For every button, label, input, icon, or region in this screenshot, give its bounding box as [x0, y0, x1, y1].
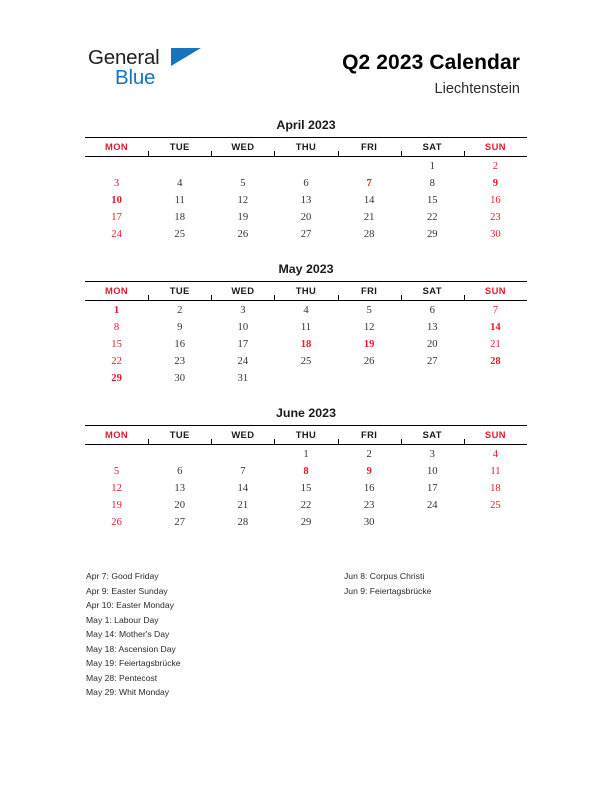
logo-text-blue: Blue: [115, 66, 156, 89]
months-container: [0, 118, 612, 550]
day-cell[interactable]: 30: [363, 517, 375, 528]
day-cell-empty: [148, 445, 211, 464]
day-cell[interactable]: 25: [300, 356, 312, 367]
week-row: [85, 480, 527, 497]
week-row: [85, 370, 527, 387]
day-cell[interactable]: 6: [429, 305, 435, 316]
holiday-legend-item: Apr 9: Easter Sunday: [86, 585, 168, 596]
day-cell[interactable]: 7: [366, 178, 372, 189]
day-cell[interactable]: 13: [174, 483, 185, 494]
day-cell[interactable]: 27: [426, 356, 438, 367]
weekday-header-wed: WED: [211, 138, 274, 157]
week-row: [85, 497, 527, 514]
day-cell[interactable]: 14: [237, 483, 249, 494]
general-blue-logo: [88, 46, 208, 94]
weekday-header-mon: MON: [85, 138, 148, 157]
holiday-legend: [0, 565, 612, 705]
day-cell[interactable]: 17: [237, 339, 249, 350]
day-cell-empty: [338, 157, 401, 176]
day-cell[interactable]: 10: [426, 466, 438, 477]
weekday-header-mon: MON: [85, 282, 148, 301]
holiday-legend-item: May 19: Feiertagsbrücke: [86, 658, 181, 668]
day-cell[interactable]: 5: [240, 178, 246, 189]
day-cell[interactable]: 23: [490, 212, 501, 223]
day-cell[interactable]: 8: [303, 466, 309, 477]
day-cell[interactable]: 28: [237, 517, 249, 528]
logo-triangle-icon: [171, 48, 201, 66]
day-cell[interactable]: 12: [363, 322, 375, 333]
weekday-header-tue: TUE: [148, 282, 211, 301]
weekday-header-wed: WED: [211, 426, 274, 445]
month-title: June 2023: [276, 406, 336, 420]
day-cell[interactable]: 24: [426, 500, 438, 511]
day-cell[interactable]: 26: [363, 356, 375, 367]
day-cell[interactable]: 16: [490, 195, 501, 206]
day-cell[interactable]: 18: [174, 212, 185, 223]
day-cell[interactable]: 19: [237, 212, 249, 223]
day-cell[interactable]: 6: [177, 466, 183, 477]
holiday-legend-item: Apr 7: Good Friday: [86, 571, 159, 581]
day-cell[interactable]: 2: [366, 449, 372, 460]
day-cell[interactable]: 17: [426, 483, 438, 494]
day-cell[interactable]: 10: [111, 195, 122, 206]
holiday-legend-item: May 28: Pentecost: [86, 672, 158, 683]
day-cell[interactable]: 27: [300, 229, 312, 240]
day-cell[interactable]: 22: [111, 356, 122, 367]
month-block: [85, 118, 527, 243]
holiday-legend-item: May 14: Mother's Day: [86, 629, 170, 639]
day-cell[interactable]: 16: [174, 339, 185, 350]
month-title: May 2023: [278, 262, 334, 276]
month-block: [85, 406, 527, 531]
day-cell[interactable]: 25: [174, 229, 185, 240]
day-cell[interactable]: 27: [174, 517, 185, 528]
day-cell-empty: [211, 445, 274, 464]
month-block: [85, 262, 527, 387]
day-cell[interactable]: 30: [490, 229, 501, 240]
day-cell[interactable]: 20: [300, 212, 312, 223]
day-cell[interactable]: 26: [237, 229, 249, 240]
day-cell[interactable]: 4: [177, 178, 183, 189]
week-row: [85, 514, 527, 531]
day-cell[interactable]: 14: [363, 195, 375, 206]
holiday-legend-right-column: [344, 569, 431, 598]
day-cell[interactable]: 21: [237, 500, 249, 511]
day-cell-empty: [85, 157, 148, 176]
weekday-header-fri: FRI: [338, 282, 401, 301]
week-row: [85, 192, 527, 209]
weekday-header-tue: TUE: [148, 138, 211, 157]
week-row: [85, 319, 527, 336]
day-cell[interactable]: 7: [240, 466, 246, 477]
day-cell[interactable]: 9: [492, 178, 499, 189]
day-cell[interactable]: 1: [429, 161, 435, 172]
day-cell[interactable]: 8: [429, 178, 435, 189]
day-cell[interactable]: 13: [300, 195, 312, 206]
day-cell[interactable]: 22: [426, 212, 438, 223]
day-cell-empty: [148, 157, 211, 176]
day-cell[interactable]: 30: [174, 373, 185, 384]
day-cell[interactable]: 11: [490, 466, 501, 477]
week-row: [85, 175, 527, 192]
month-title: April 2023: [276, 118, 336, 132]
title-block: [342, 50, 520, 100]
day-cell[interactable]: 26: [111, 517, 122, 528]
holiday-legend-item: May 29: Whit Monday: [86, 687, 170, 697]
day-cell[interactable]: 3: [240, 305, 246, 316]
week-row: [85, 226, 527, 243]
week-row: [85, 157, 527, 176]
day-cell[interactable]: 9: [177, 322, 183, 333]
month-calendar-table: [85, 281, 527, 387]
month-calendar-table: [85, 137, 527, 243]
holiday-legend-item: May 1: Labour Day: [86, 614, 159, 625]
weekday-header-thu: THU: [274, 138, 337, 157]
day-cell[interactable]: 19: [111, 500, 122, 511]
day-cell[interactable]: 23: [363, 500, 375, 511]
day-cell[interactable]: 15: [300, 483, 312, 494]
weekday-header-row: [85, 138, 527, 157]
day-cell[interactable]: 6: [303, 178, 309, 189]
day-cell[interactable]: 3: [113, 178, 120, 189]
day-cell-empty: [464, 514, 527, 531]
day-cell[interactable]: 1: [303, 449, 309, 460]
weekday-header-sat: SAT: [401, 282, 464, 301]
weekday-header-sun: SUN: [464, 138, 527, 157]
day-cell[interactable]: 18: [300, 339, 312, 350]
day-cell-empty: [274, 157, 337, 176]
weekday-header-sun: SUN: [464, 282, 527, 301]
day-cell[interactable]: 15: [426, 195, 438, 206]
day-cell[interactable]: 4: [303, 305, 309, 316]
weekday-header-thu: THU: [274, 282, 337, 301]
week-row: [85, 463, 527, 480]
day-cell-empty: [338, 370, 401, 387]
week-row: [85, 445, 527, 464]
day-cell[interactable]: 5: [113, 466, 120, 477]
day-cell[interactable]: 24: [237, 356, 249, 367]
week-row: [85, 301, 527, 320]
day-cell[interactable]: 11: [174, 195, 185, 206]
weekday-header-sun: SUN: [464, 426, 527, 445]
day-cell[interactable]: 7: [492, 305, 499, 316]
day-cell-empty: [85, 445, 148, 464]
weekday-header-fri: FRI: [338, 426, 401, 445]
day-cell[interactable]: 15: [111, 339, 122, 350]
holiday-legend-item: May 18: Ascension Day: [86, 643, 176, 654]
day-cell[interactable]: 21: [363, 212, 375, 223]
weekday-header-mon: MON: [85, 426, 148, 445]
day-cell[interactable]: 16: [363, 483, 375, 494]
holiday-legend-left-column: [86, 569, 181, 700]
week-row: [85, 336, 527, 353]
day-cell-empty: [464, 370, 527, 387]
month-calendar-table: [85, 425, 527, 531]
holiday-legend-item: Jun 9: Feiertagsbrücke: [344, 585, 432, 596]
day-cell[interactable]: 29: [426, 229, 438, 240]
day-cell[interactable]: 2: [177, 305, 183, 316]
day-cell[interactable]: 12: [111, 483, 122, 494]
page-title: Q2 2023 Calendar: [342, 51, 520, 74]
week-row: [85, 353, 527, 370]
day-cell[interactable]: 22: [300, 500, 312, 511]
day-cell[interactable]: 28: [490, 356, 501, 367]
day-cell[interactable]: 1: [113, 305, 120, 316]
day-cell[interactable]: 11: [300, 322, 312, 333]
holiday-legend-item: Jun 8: Corpus Christi: [344, 571, 425, 581]
day-cell[interactable]: 2: [492, 161, 499, 172]
page-header: [0, 0, 612, 112]
day-cell[interactable]: 18: [490, 483, 501, 494]
weekday-header-wed: WED: [211, 282, 274, 301]
day-cell[interactable]: 20: [174, 500, 185, 511]
day-cell[interactable]: 20: [426, 339, 438, 350]
day-cell[interactable]: 28: [363, 229, 375, 240]
weekday-header-thu: THU: [274, 426, 337, 445]
weekday-header-tue: TUE: [148, 426, 211, 445]
day-cell[interactable]: 25: [490, 500, 501, 511]
day-cell[interactable]: 4: [492, 449, 499, 460]
day-cell[interactable]: 21: [490, 339, 501, 350]
day-cell[interactable]: 8: [113, 322, 120, 333]
page-subtitle: Liechtenstein: [434, 81, 520, 97]
holiday-legend-item: Apr 10: Easter Monday: [86, 600, 174, 610]
weekday-header-sat: SAT: [401, 138, 464, 157]
day-cell-empty: [211, 157, 274, 176]
day-cell[interactable]: 12: [237, 195, 249, 206]
day-cell[interactable]: 24: [111, 229, 122, 240]
day-cell[interactable]: 3: [429, 449, 435, 460]
day-cell[interactable]: 29: [111, 373, 122, 384]
day-cell[interactable]: 5: [366, 305, 372, 316]
day-cell[interactable]: 17: [111, 212, 122, 223]
day-cell-empty: [274, 370, 337, 387]
day-cell-empty: [401, 514, 464, 531]
day-cell[interactable]: 13: [426, 322, 438, 333]
day-cell[interactable]: 23: [174, 356, 185, 367]
logo-text-general: General: [88, 46, 160, 69]
weekday-header-row: [85, 426, 527, 445]
day-cell[interactable]: 31: [237, 373, 249, 384]
day-cell[interactable]: 19: [363, 339, 375, 350]
day-cell[interactable]: 14: [490, 322, 501, 333]
week-row: [85, 209, 527, 226]
day-cell-empty: [401, 370, 464, 387]
weekday-header-sat: SAT: [401, 426, 464, 445]
weekday-header-fri: FRI: [338, 138, 401, 157]
weekday-header-row: [85, 282, 527, 301]
day-cell[interactable]: 10: [237, 322, 249, 333]
day-cell[interactable]: 9: [366, 466, 372, 477]
day-cell[interactable]: 29: [300, 517, 312, 528]
